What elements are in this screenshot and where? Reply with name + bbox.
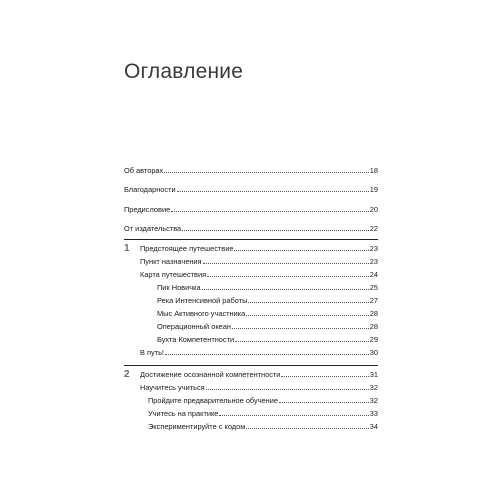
toc-entry-page: 32 [369, 396, 378, 405]
toc-entry[interactable] [124, 396, 378, 405]
toc-entry-label: Пройдите предварительное обучение [148, 396, 278, 405]
dot-leader [248, 302, 368, 303]
toc-entry-page: 28 [369, 322, 378, 331]
toc-entry-from-publisher[interactable] [124, 224, 378, 233]
toc-entry[interactable] [124, 409, 378, 418]
toc-entry-page: 28 [369, 309, 378, 318]
toc-entry-page: 33 [369, 409, 378, 418]
toc-entry-label: В путь! [140, 348, 164, 357]
toc-entry-page: 20 [369, 205, 378, 214]
toc-entry[interactable] [124, 309, 378, 318]
dot-leader [165, 354, 369, 355]
toc-entry[interactable] [124, 322, 378, 331]
dot-leader [235, 341, 369, 342]
dot-leader [182, 230, 369, 231]
toc-entry-label: Учитесь на практике [148, 409, 219, 418]
chapter-number: 2 [124, 369, 130, 380]
toc-entry-label: Научитесь учиться [140, 383, 205, 392]
toc-entry-label: Предисловие [124, 205, 171, 214]
page-title: Оглавление [124, 60, 244, 83]
toc-entry-label: Операционный океан [157, 322, 231, 331]
toc-entry-acknowledgements[interactable] [124, 185, 378, 194]
toc-entry-label: От издательства [124, 224, 182, 233]
dot-leader [232, 328, 369, 329]
toc-chapter-title: Предстоящее путешествие [140, 244, 234, 253]
dot-leader [246, 315, 369, 316]
toc-entry-page: 34 [369, 422, 378, 431]
toc-entry-page: 18 [369, 166, 378, 175]
toc-entry-page: 23 [369, 244, 378, 253]
toc-entry-about-authors[interactable] [124, 166, 378, 175]
dot-leader [171, 211, 369, 212]
toc-entry-page: 24 [369, 270, 378, 279]
toc-entry-label: Благодарности [124, 185, 176, 194]
toc-entry[interactable] [124, 348, 378, 357]
dot-leader [207, 276, 369, 277]
toc-entry-page: 22 [369, 224, 378, 233]
toc-entry-label: Мыс Активного участника [157, 309, 246, 318]
toc-chapter-2[interactable] [124, 370, 378, 379]
dot-leader [202, 289, 369, 290]
toc-chapter-1[interactable] [124, 244, 378, 253]
toc-entry[interactable] [124, 335, 378, 344]
toc-entry-label: Экспериментируйте с кодом [148, 422, 246, 431]
toc-entry-label: Пик Новичка [157, 283, 201, 292]
dot-leader [177, 191, 369, 192]
toc-entry[interactable] [124, 270, 378, 279]
dot-leader [203, 263, 369, 264]
dot-leader [246, 428, 368, 429]
dot-leader [219, 415, 368, 416]
dot-leader [206, 389, 369, 390]
dot-leader [234, 250, 368, 251]
toc-entry[interactable] [124, 257, 378, 266]
dot-leader [279, 402, 369, 403]
toc-entry-page: 30 [369, 348, 378, 357]
toc-entry[interactable] [124, 383, 378, 392]
toc-entry[interactable] [124, 283, 378, 292]
toc-entry-label: Река Интенсивной работы [157, 296, 248, 305]
toc-entry-preface[interactable] [124, 205, 378, 214]
toc-entry-label: Бухта Компетентности [157, 335, 235, 344]
chapter-divider [124, 239, 378, 240]
toc-entry[interactable] [124, 422, 378, 431]
dot-leader [164, 172, 369, 173]
chapter-divider [124, 365, 378, 366]
toc-entry-page: 32 [369, 383, 378, 392]
toc-entry-page: 27 [369, 296, 378, 305]
dot-leader [281, 376, 368, 377]
toc-entry[interactable] [124, 296, 378, 305]
toc-entry-page: 23 [369, 257, 378, 266]
toc-entry-label: Пункт назначения [140, 257, 202, 266]
toc-entry-page: 29 [369, 335, 378, 344]
toc-entry-page: 19 [369, 185, 378, 194]
chapter-number: 1 [124, 243, 130, 254]
toc-entry-page: 31 [369, 370, 378, 379]
toc-entry-label: Об авторах [124, 166, 164, 175]
toc-chapter-title: Достижение осознанной компетентности [140, 370, 281, 379]
toc-entry-page: 25 [369, 283, 378, 292]
toc-entry-label: Карта путешествия [140, 270, 207, 279]
